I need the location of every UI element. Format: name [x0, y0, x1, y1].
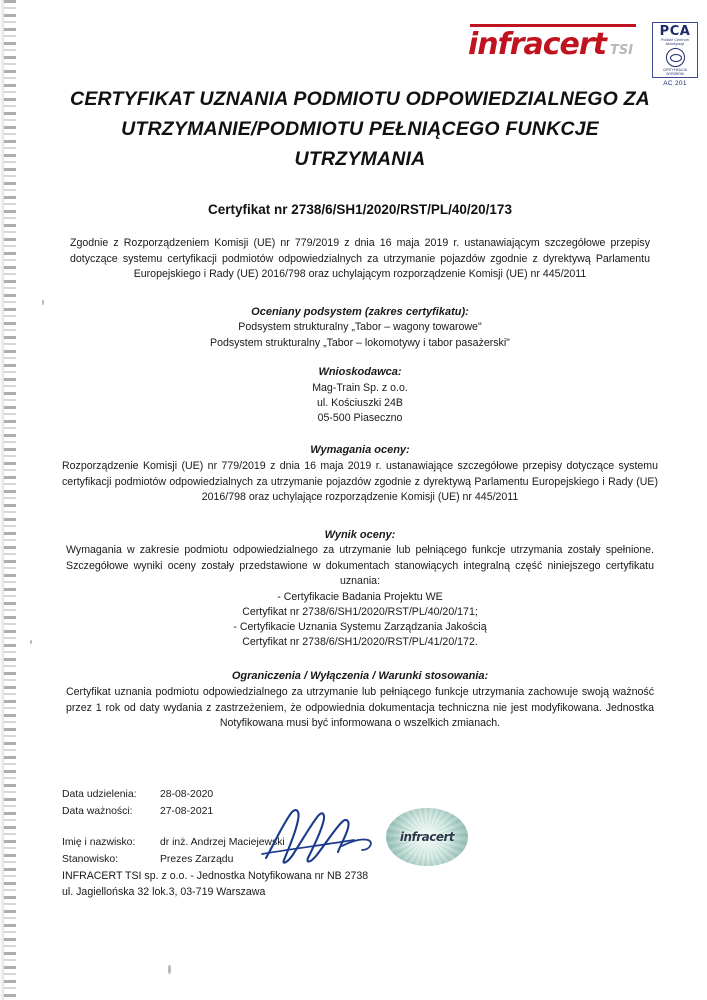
logo-rule [470, 24, 636, 27]
spacer-row [62, 820, 285, 834]
pca-subtitle-line2: Akredytacji [665, 42, 685, 46]
pca-emblem-icon [666, 48, 685, 67]
result-item-1: - Certyfikacie Badania Projektu WE [277, 591, 443, 603]
intro-paragraph: Zgodnie z Rozporządzeniem Komisji (UE) nr 779/2019 z dnia 16 maja 2019 r. ustanawiającym szczegółowe przepisy dotyczące systemu certyfikacji podmiotów odpowiedzialnych za utrzymanie pojazdów zgodnie z dyrektywą Parlamentu Europejskiego i Rady (UE) 2016/798 oraz uchylającym rozporządzenie Komisji (UE) nr 445/2011 [70, 237, 650, 280]
issue-date-row [62, 786, 285, 803]
result-text: Wymagania w zakresie podmiotu odpowiedzialnego za utrzymanie lub pełniącego funkcje utrzymania zostały spełnione. Szczegółowe wyniki oceny zostały przedstawione w dokumentach stanowiących integralną część niniejszego certyfikatu uznania: [66, 544, 654, 587]
pca-subtitle-line1: Polskie Centrum [661, 38, 689, 42]
result-item-2: - Certyfikacie Uznania Systemu Zarządzania Jakością [233, 621, 487, 633]
valid-until-value: 27-08-2021 [160, 806, 214, 817]
scan-speck [168, 965, 171, 974]
certificate-number: Certyfikat nr 2738/6/SH1/2020/RST/PL/40/20/173 [208, 202, 512, 217]
subsystem-line-1: Podsystem strukturalny „Tabor – wagony towarowe" [238, 321, 482, 333]
result-heading: Wynik oceny: [324, 529, 396, 541]
requirements-text: Rozporządzenie Komisji (UE) nr 779/2019 z dnia 16 maja 2019 r. ustanawiające szczegółowe przepisy dotyczące systemu certyfikacji podmiotów odpowiedzialnych za utrzymanie pojazdów zgodnie z dyrektywą Parlamentu Europejskiego i Rady (UE) 2016/798 oraz uchylające rozporządzenie Komisji (UE) nr 445/2011 [62, 460, 658, 503]
infracert-logo-suffix: TSI [610, 43, 634, 58]
signature [258, 806, 378, 868]
issue-date-label: Data udzielenia: [62, 789, 137, 800]
infracert-logo [468, 27, 638, 72]
scan-speck [30, 640, 32, 644]
limitations-heading: Ograniczenia / Wyłączenia / Warunki stosowania: [231, 670, 489, 682]
footer-company [62, 868, 368, 900]
valid-until-label: Data ważności: [62, 806, 133, 817]
scan-edge-artifact [4, 0, 16, 1000]
result-item-1-number: Certyfikat nr 2738/6/SH1/2020/RST/PL/40/20/171; [242, 606, 478, 618]
pca-band-line1: CERTYFIKACJA [663, 68, 687, 72]
pca-accreditation-logo [652, 22, 698, 78]
pca-accreditation-code: AC 201 [663, 80, 687, 87]
position-label: Stanowisko: [62, 854, 119, 865]
limitations-text: Certyfikat uznania podmiotu odpowiedzialnego za utrzymanie lub pełniącego funkcje utrzymania zachowuje swoją ważność przez 1 rok od daty wydania z zastrzeżeniem, że odpowiednia dokumentacja techniczna nie jest modyfikowana. Jednostka Notyfikowana musi być informowana o wszelkich zmianach. [66, 686, 654, 729]
pca-mark-text: PCA [659, 24, 691, 39]
applicant-heading: Wnioskodawca: [318, 366, 402, 378]
name-row [62, 834, 285, 851]
footer-details [62, 786, 285, 868]
requirements-heading: Wymagania oceny: [310, 444, 410, 456]
valid-until-row [62, 803, 285, 820]
subsystem-heading: Oceniany podsystem (zakres certyfikatu): [251, 306, 469, 318]
scan-speck [42, 300, 44, 305]
holographic-stamp [386, 808, 468, 866]
company-line-2: ul. Jagiellońska 32 lok.3, 03-719 Warszawa [62, 886, 266, 898]
subsystem-line-2: Podsystem strukturalny „Tabor – lokomotywy i tabor pasażerski" [210, 337, 510, 349]
name-value: dr inż. Andrzej Maciejewski [160, 837, 285, 848]
applicant-city: 05-500 Piaseczno [317, 412, 403, 424]
position-value: Prezes Zarządu [160, 854, 234, 865]
company-line-1: INFRACERT TSI sp. z o.o. - Jednostka Notyfikowana nr NB 2738 [62, 870, 369, 882]
stamp-text: infracert [399, 830, 455, 844]
result-item-2-number: Certyfikat nr 2738/6/SH1/2020/RST/PL/41/20/172. [242, 636, 478, 648]
applicant-street: ul. Kościuszki 24B [317, 397, 403, 409]
pca-band-line2: WYROBÓW [666, 72, 684, 76]
name-label: Imię i nazwisko: [62, 837, 136, 848]
page-title: CERTYFIKAT UZNANIA PODMIOTU ODPOWIEDZIALNEGO ZA UTRZYMANIE/PODMIOTU PEŁNIĄCEGO FUNKCJE UTRZYMANIA [70, 88, 650, 170]
issue-date-value: 28-08-2020 [160, 789, 214, 800]
position-row [62, 851, 285, 868]
infracert-logo-text: infracert [468, 27, 606, 62]
applicant-name: Mag-Train Sp. z o.o. [312, 382, 408, 394]
